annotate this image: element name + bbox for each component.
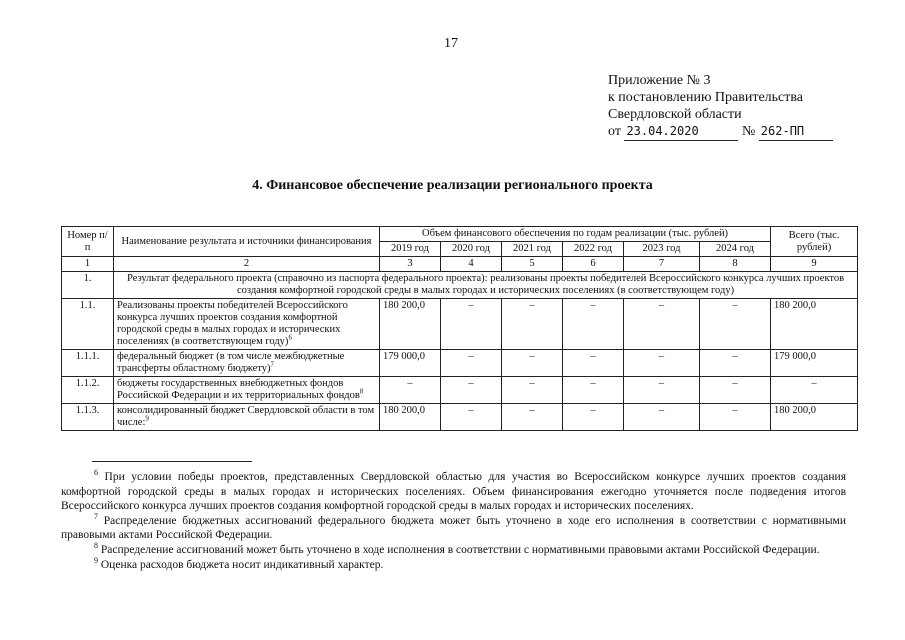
value-cell: – bbox=[380, 377, 441, 404]
value-cell: – bbox=[624, 350, 700, 377]
total-cell: 179 000,0 bbox=[771, 350, 858, 377]
header-year: 2022 год bbox=[563, 242, 624, 257]
value-cell: – bbox=[502, 404, 563, 431]
value-cell: – bbox=[700, 404, 771, 431]
column-number: 1 bbox=[62, 257, 114, 272]
page-number: 17 bbox=[444, 36, 458, 51]
decree-date: 23.04.2020 bbox=[624, 123, 738, 141]
value-cell: – bbox=[563, 377, 624, 404]
total-cell: 180 200,0 bbox=[771, 404, 858, 431]
header-year: 2024 год bbox=[700, 242, 771, 257]
footnote-ref: 6 bbox=[288, 333, 292, 342]
value-cell: – bbox=[441, 377, 502, 404]
value-cell: – bbox=[700, 299, 771, 350]
value-cell: – bbox=[563, 350, 624, 377]
value-cell: – bbox=[502, 377, 563, 404]
row-number: 1. bbox=[62, 272, 114, 299]
appendix-decree-line: к постановлению Правительства bbox=[608, 90, 804, 105]
footnote-separator bbox=[92, 461, 252, 462]
header-year: 2019 год bbox=[380, 242, 441, 257]
value-cell: 180 200,0 bbox=[380, 404, 441, 431]
header-volume: Объем финансового обеспечения по годам реализации (тыс. рублей) bbox=[380, 227, 771, 242]
result-description: Результат федерального проекта (справочно из паспорта федерального проекта): реализованы проекты победителей Всероссийского конкурса лучших проектов создания комфортной городской среды в малых городах и исторических поселениях (в соответствующем году) bbox=[114, 272, 858, 299]
value-cell: – bbox=[624, 299, 700, 350]
footnote: $^7$ Распределение бюджетных ассигнований федерального бюджета может быть уточнено в ходе его исполнения в соответствии с нормативными правовыми актами Российской Федерации. bbox=[61, 511, 846, 542]
value-cell: – bbox=[563, 299, 624, 350]
decree-number: 262-ПП bbox=[759, 123, 833, 141]
value-cell: – bbox=[502, 299, 563, 350]
column-number: 7 bbox=[624, 257, 700, 272]
table-row bbox=[62, 404, 858, 431]
row-name: консолидированный бюджет Свердловской области в том числе:$^9$ bbox=[114, 404, 380, 431]
from-label: от bbox=[608, 124, 621, 139]
value-cell: – bbox=[441, 350, 502, 377]
footnote-mark: 9 bbox=[94, 555, 98, 565]
column-number: 6 bbox=[563, 257, 624, 272]
footnote: $^9$ Оценка расходов бюджета носит индикативный характер. bbox=[94, 555, 384, 571]
footnote-ref: 7 bbox=[270, 360, 275, 369]
section-title: 4. Финансовое обеспечение реализации регионального проекта bbox=[252, 178, 653, 193]
appendix-header bbox=[608, 72, 888, 141]
header-number: Номер п/п bbox=[62, 227, 114, 257]
total-cell: – bbox=[771, 377, 858, 404]
column-number: 3 bbox=[380, 257, 441, 272]
header-total: Всего (тыс. рублей) bbox=[771, 227, 858, 257]
value-cell: 180 200,0 bbox=[380, 299, 441, 350]
row-number: 1.1.3. bbox=[62, 404, 114, 431]
value-cell: – bbox=[563, 404, 624, 431]
column-number: 9 bbox=[771, 257, 858, 272]
value-cell: – bbox=[441, 404, 502, 431]
value-cell: – bbox=[502, 350, 563, 377]
total-cell: 180 200,0 bbox=[771, 299, 858, 350]
appendix-title: Приложение № 3 bbox=[608, 73, 711, 88]
footnote: $^6$ При условии победы проектов, представленных Свердловской областью для участия во Всероссийском конкурсе лучших проектов создания комфортной городской среды в малых городах и исторических поселениях. Объем финансирования ежегодно уточняется после подведения итогов Всероссийского конкурса лучших проектов создания комфортной городской среды в малых городах и исторических поселениях. bbox=[61, 468, 846, 513]
column-number: 4 bbox=[441, 257, 502, 272]
column-number: 5 bbox=[502, 257, 563, 272]
column-number: 2 bbox=[114, 257, 380, 272]
value-cell: – bbox=[624, 377, 700, 404]
appendix-region-line: Свердловской области bbox=[608, 107, 742, 122]
row-number: 1.1.1. bbox=[62, 350, 114, 377]
column-number-row bbox=[62, 257, 858, 272]
footnote-ref: 8 bbox=[359, 387, 364, 396]
row-number: 1.1.2. bbox=[62, 377, 114, 404]
footnote-mark: 7 bbox=[94, 511, 98, 521]
row-number: 1.1. bbox=[62, 299, 114, 350]
value-cell: 179 000,0 bbox=[380, 350, 441, 377]
result-row bbox=[62, 272, 858, 299]
value-cell: – bbox=[441, 299, 502, 350]
value-cell: – bbox=[700, 350, 771, 377]
header-name: Наименование результата и источники финансирования bbox=[114, 227, 380, 257]
header-year: 2023 год bbox=[624, 242, 700, 257]
appendix-date-line bbox=[608, 123, 888, 141]
footnote-mark: 6 bbox=[94, 468, 98, 478]
table-row bbox=[62, 377, 858, 404]
footnote: $^8$ Распределение ассигнований может быть уточнено в ходе исполнения в соответствии с нормативными правовыми актами Российской Федерации. bbox=[94, 541, 820, 556]
footnotes bbox=[61, 470, 846, 572]
row-name: бюджеты государственных внебюджетных фондов Российской Федерации и их территориальных фондов$^8$ bbox=[114, 377, 380, 404]
header-year: 2021 год bbox=[502, 242, 563, 257]
footnote-mark: 8 bbox=[94, 541, 98, 551]
header-year: 2020 год bbox=[441, 242, 502, 257]
value-cell: – bbox=[700, 377, 771, 404]
row-name: федеральный бюджет (в том числе межбюджетные трансферты областному бюджету)$^7$ bbox=[114, 350, 380, 377]
value-cell: – bbox=[624, 404, 700, 431]
footnote-ref: 9 bbox=[145, 414, 149, 423]
table-row bbox=[62, 350, 858, 377]
financing-table bbox=[61, 226, 858, 431]
row-name: Реализованы проекты победителей Всероссийского конкурса лучших проектов создания комфортной городской среды в малых городах и исторических поселениях (в соответствующем году)$^6$ bbox=[114, 299, 380, 350]
table-row bbox=[62, 299, 858, 350]
column-number: 8 bbox=[700, 257, 771, 272]
number-label: № bbox=[741, 124, 756, 139]
